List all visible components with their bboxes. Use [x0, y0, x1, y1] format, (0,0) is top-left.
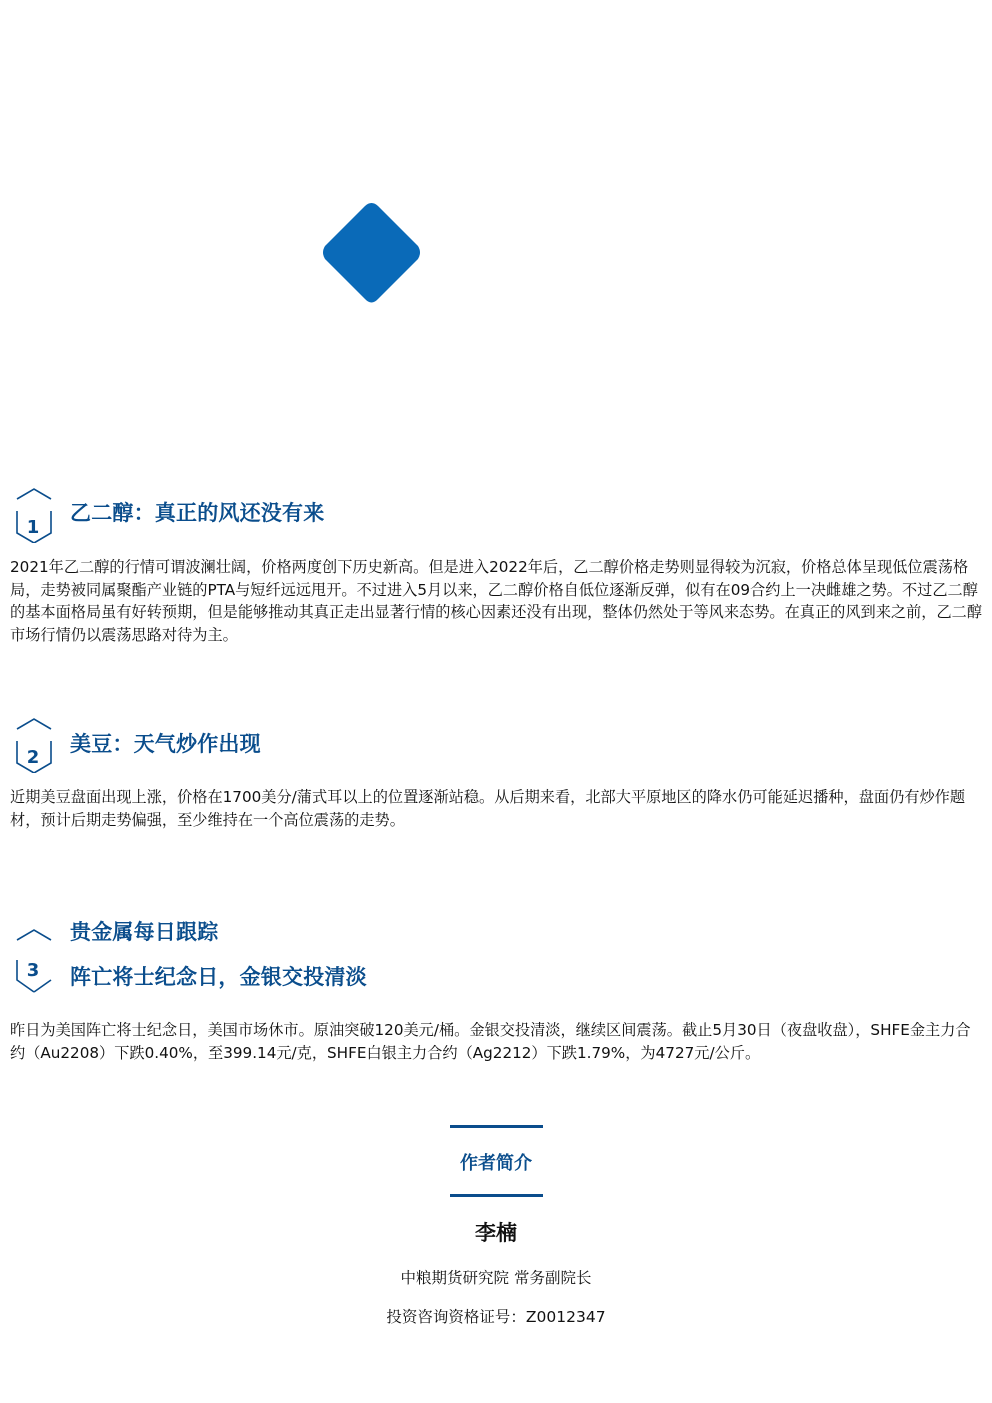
section-number: 3 — [26, 960, 40, 981]
author-top-divider — [450, 1125, 543, 1128]
section-title: 美豆：天气炒作出现 — [70, 732, 261, 756]
author-affiliation: 中粮期货研究院 常务副院长 — [400, 1269, 592, 1287]
section-body: 2021年乙二醇的行情可谓波澜壮阔，价格两度创下历史新高。但是进入2022年后，乙二醇价格走势则显得较为沉寂，价格总体呈现低位震荡格局，走势被同属聚酯产业链的PTA与短纤远远甩开。不过进入5月以来，乙二醇价格自低位逐渐反弹，似有在09合约上一决雌雄之势。不过乙二醇的基本面格局虽有好转预期，但是能够推动其真正走出显著行情的核心因素还没有出现，整体仍然处于等风来态势。在真正的风到来之前，乙二醇市场行情仍以震荡思路对待为主。 — [10, 558, 982, 644]
section-title-line2: 阵亡将士纪念日，金银交投清淡 — [70, 965, 367, 989]
diamond-logo-icon — [318, 199, 425, 306]
section-body: 近期美豆盘面出现上涨，价格在1700美分/蒲式耳以上的位置逐渐站稳。从后期来看，北部大平原地区的降水仍可能延迟播种，盘面仍有炒作题材，预计后期走势偏强，至少维持在一个高位震荡的走势。 — [10, 788, 966, 829]
section-number: 2 — [26, 747, 40, 768]
author-name: 李楠 — [475, 1221, 517, 1245]
author-license: 投资咨询资格证号：Z0012347 — [386, 1308, 606, 1326]
section-number: 1 — [26, 517, 40, 538]
section-title-line1: 贵金属每日跟踪 — [70, 920, 219, 944]
author-heading: 作者简介 — [460, 1153, 532, 1174]
section-number-badge — [14, 717, 54, 773]
section-number-badge — [14, 487, 54, 543]
author-bottom-divider — [450, 1194, 543, 1197]
section-title: 乙二醇：真正的风还没有来 — [70, 501, 325, 525]
section-body: 昨日为美国阵亡将士纪念日，美国市场休市。原油突破120美元/桶。金银交投清淡，继续区间震荡。截止5月30日（夜盘收盘），SHFE金主力合约（Au2208）下跌0.40%，至399.14元/克，SHFE白银主力合约（Ag2212）下跌1.79%，为4727元/公斤。 — [10, 1021, 971, 1062]
section-number-badge — [14, 928, 54, 984]
